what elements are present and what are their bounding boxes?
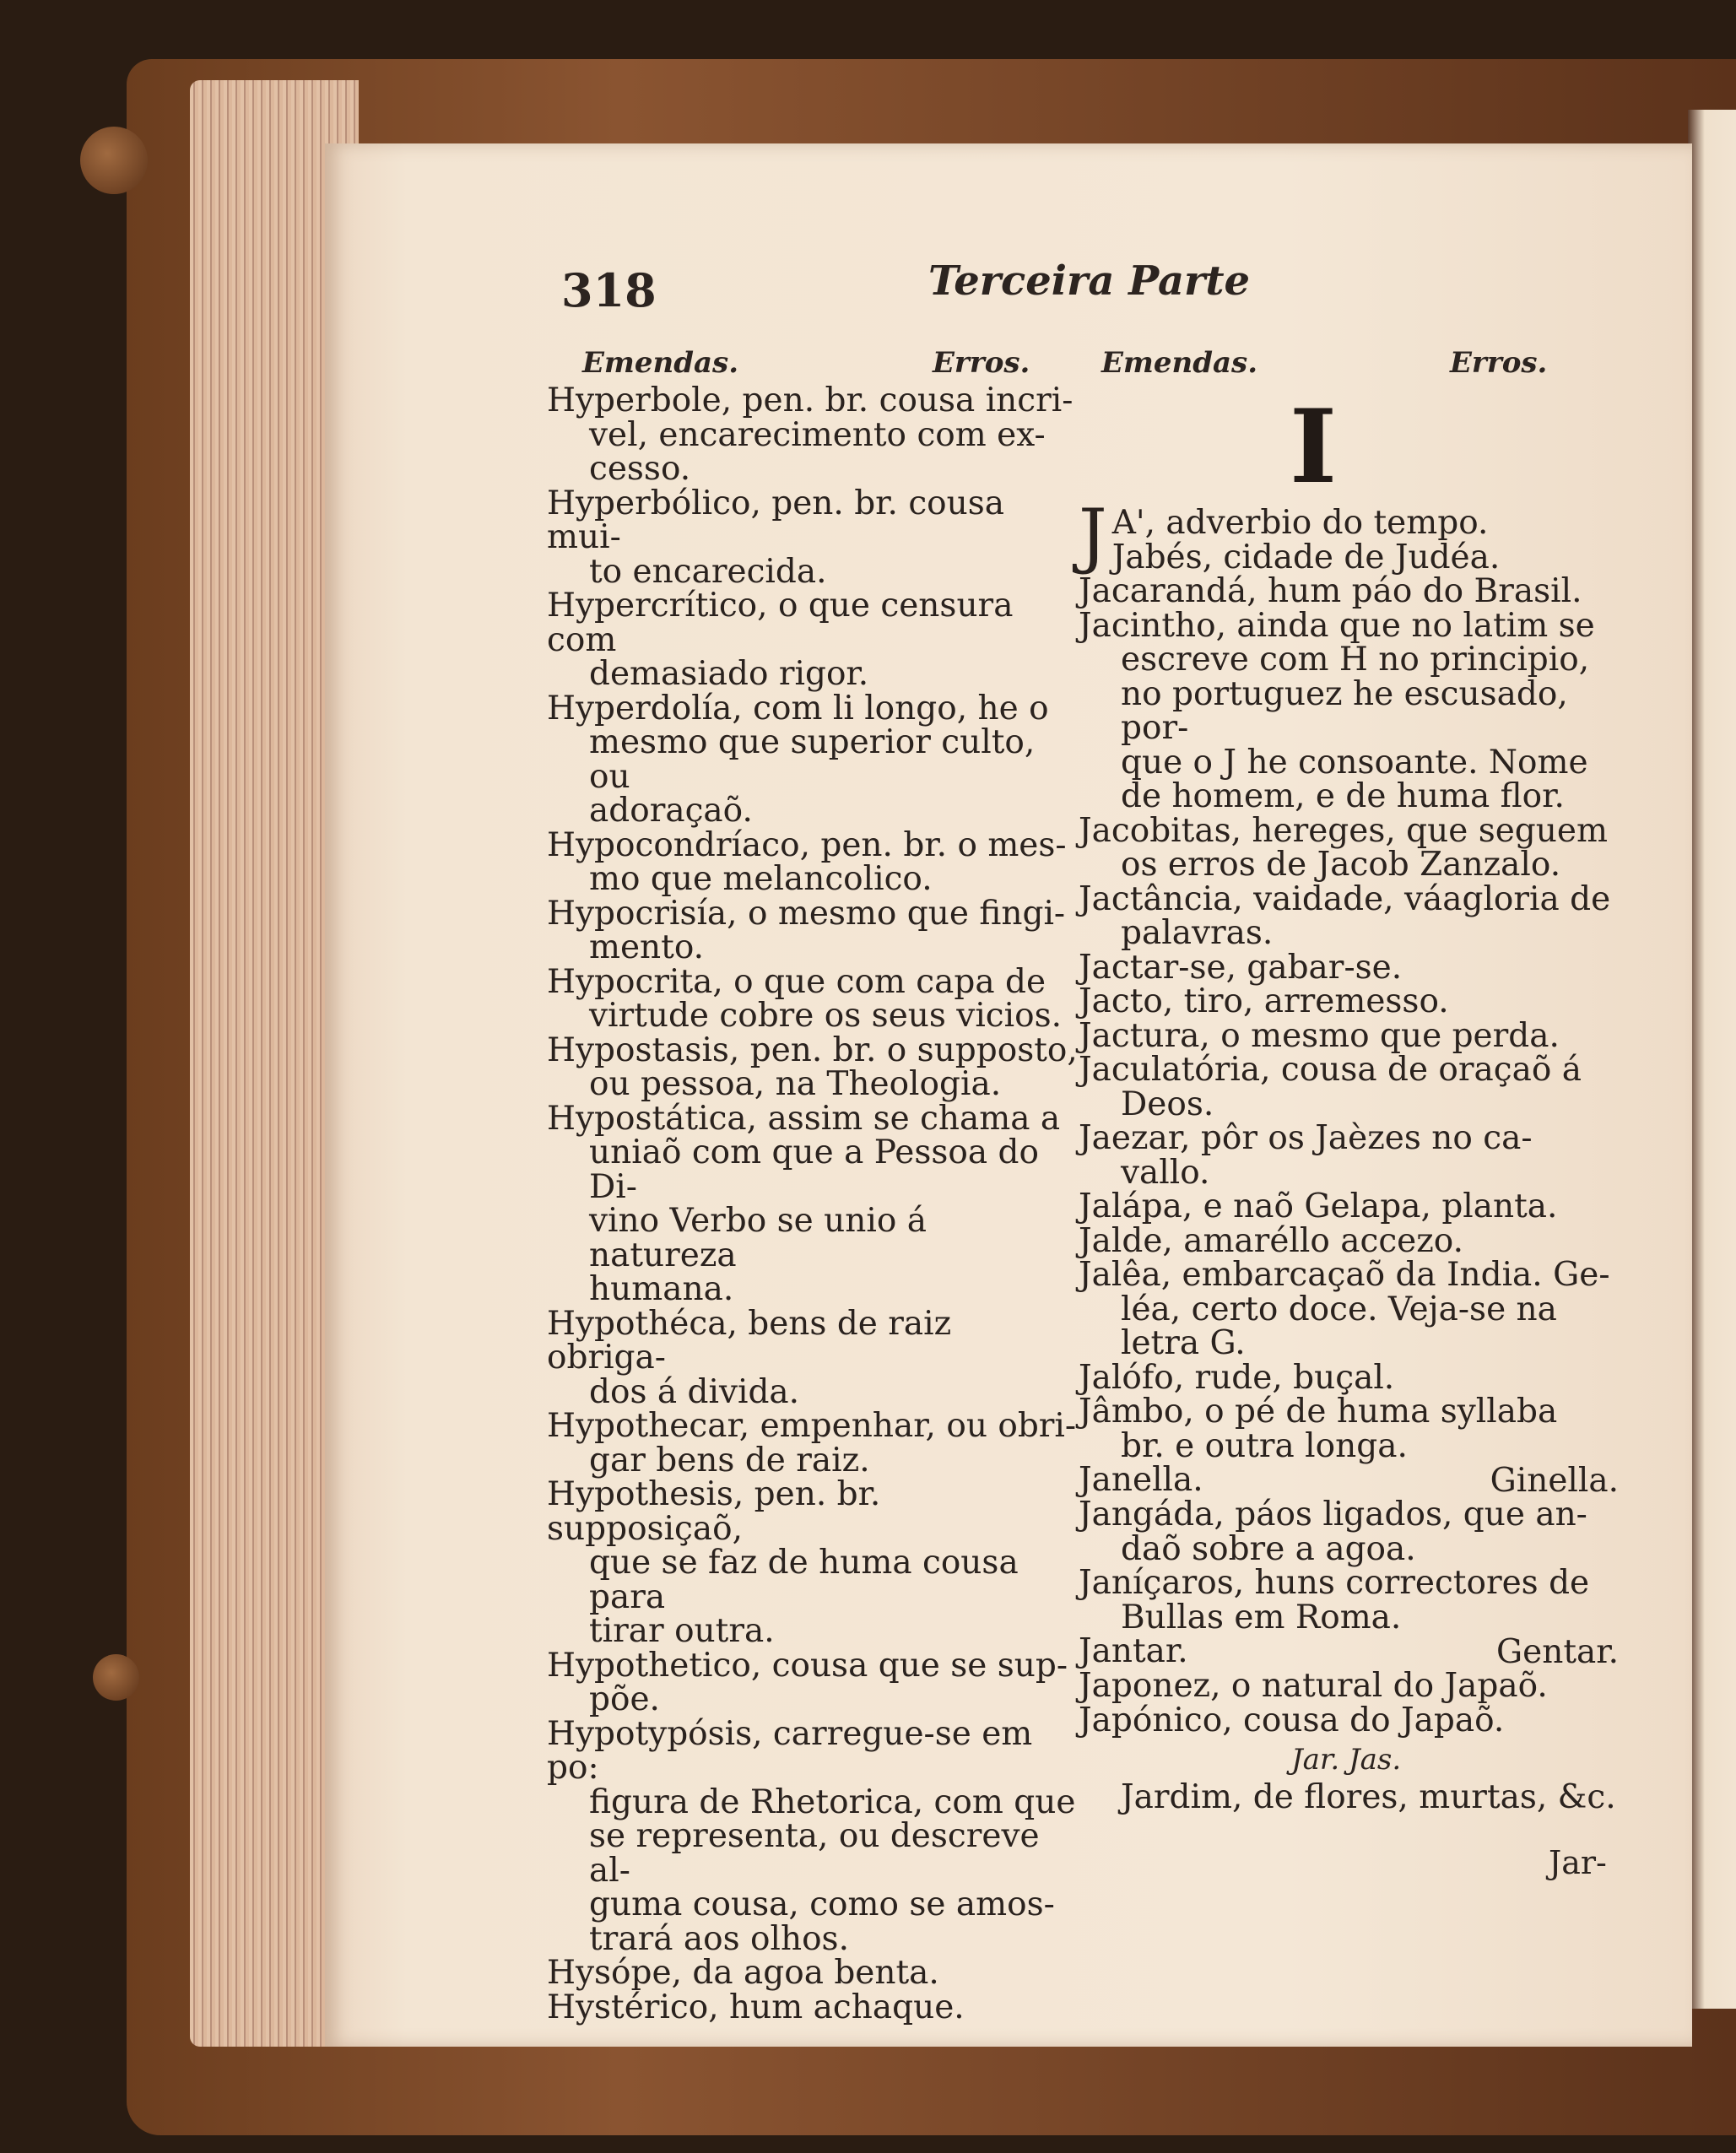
- dictionary-entry: [1079, 1463, 1619, 1498]
- dictionary-entry: [547, 1099, 1079, 1308]
- entry-headline: Jactar-se, gabar-se.: [1079, 948, 1403, 987]
- entry-headline: Jacarandá, hum páo do Brasil.: [1079, 572, 1582, 610]
- entry-headline: Hypocrita, o que com capa de: [547, 962, 1046, 1001]
- entry-headline: Jactância, vaidade, váagloria de: [1079, 879, 1611, 918]
- page-number: 318: [561, 263, 657, 317]
- last-entry: Jardim, de flores, murtas, &c.: [1121, 1778, 1616, 1816]
- entry-continuation: de homem, e de huma flor.: [1121, 777, 1565, 815]
- entry-headline: Jâmbo, o pé de huma syllaba: [1079, 1393, 1558, 1431]
- facing-page-edge: [1688, 110, 1736, 2009]
- dictionary-entry: [1079, 982, 1619, 1020]
- entry-continuation: Deos.: [1121, 1085, 1214, 1123]
- entry-continuation: escreve com H no principio,: [1121, 641, 1590, 679]
- entry-continuation: ou pessoa, na Theologia.: [589, 1065, 1002, 1103]
- cover-clasp: [80, 127, 148, 194]
- left-column-header-erros: Erros.: [933, 346, 1030, 380]
- dictionary-entry: [1079, 1632, 1619, 1671]
- dictionary-entry: [1079, 948, 1619, 987]
- dictionary-entry: [1079, 1258, 1619, 1361]
- entry-continuation: põe.: [589, 1680, 660, 1718]
- dictionary-entry: [547, 484, 1079, 591]
- dictionary-entry: [1079, 811, 1619, 884]
- dictionary-entry: [547, 894, 1079, 966]
- entry-headline: Hypothecar, empenhar, ou obri-: [547, 1407, 1077, 1445]
- entry-headline: Jabés, cidade de Judéa.: [1111, 538, 1501, 576]
- entry-continuation: se representa, ou descreve al-: [589, 1817, 1040, 1890]
- entry-continuation: demasiado rigor.: [589, 655, 869, 693]
- entry-continuation: que se faz de huma cousa para: [589, 1544, 1019, 1616]
- entry-continuation: vel, encarecimento com ex-: [589, 415, 1046, 454]
- entry-headline: Jaezar, pôr os Jaèzes no ca-: [1079, 1119, 1533, 1157]
- dictionary-entry: [547, 1646, 1079, 1718]
- entry-headline: Hypocondríaco, pen. br. o mes-: [547, 825, 1067, 864]
- entry-continuation: humana.: [589, 1270, 734, 1308]
- dictionary-entry: [547, 689, 1079, 830]
- dictionary-entry: [547, 381, 1079, 488]
- dictionary-entry: [1079, 879, 1619, 952]
- dictionary-entry: [547, 1956, 1079, 1991]
- entry-continuation: vino Verbo se unio á natureza: [589, 1202, 927, 1274]
- dictionary-entry: [547, 962, 1079, 1035]
- right-column-header-emendas: Emendas.: [1101, 346, 1258, 380]
- entry-headline: Hypothéca, bens de raiz obriga-: [547, 1304, 952, 1377]
- entry-headline: Jaculatória, cousa de oraçaõ á: [1079, 1051, 1582, 1089]
- entry-headline: Hypothetico, cousa que se sup-: [547, 1646, 1068, 1685]
- dictionary-entry: [547, 1988, 1079, 2026]
- entry-continuation: uniaõ com que a Pessoa do Di-: [589, 1133, 1039, 1206]
- dictionary-entry: [1079, 538, 1619, 576]
- dictionary-entry: [1079, 1669, 1619, 1704]
- dictionary-entry: [547, 1304, 1079, 1411]
- dictionary-entry: [1079, 572, 1619, 610]
- entry-continuation: mento.: [589, 928, 705, 966]
- running-head: Terceira Parte: [928, 257, 1251, 305]
- entry-continuation: mo que melancolico.: [589, 860, 933, 898]
- dictionary-entry: [1079, 606, 1619, 815]
- entry-continuation: Bullas em Roma.: [1121, 1598, 1402, 1636]
- dictionary-entry: [547, 1031, 1079, 1103]
- dictionary-entry: [1079, 1053, 1619, 1122]
- left-column: [547, 381, 1079, 2026]
- dictionary-entry: [1079, 1187, 1619, 1225]
- entry-headline: Jacto, tiro, arremesso.: [1079, 982, 1449, 1020]
- dictionary-entry: [1079, 1701, 1619, 1739]
- entry-headline: Janella.: [1079, 1461, 1203, 1499]
- entry-headline: Jactura, o mesmo que perda.: [1079, 1016, 1560, 1055]
- dictionary-entry: [1079, 1221, 1619, 1260]
- entry-headline: Jangáda, páos ligados, que an-: [1079, 1496, 1587, 1534]
- catchword: Jar-: [1549, 1844, 1607, 1881]
- entry-continuation: adoraçaõ.: [589, 792, 753, 830]
- dictionary-entry: [1079, 1016, 1619, 1055]
- entry-headline: Hypostasis, pen. br. o supposto,: [547, 1031, 1078, 1069]
- section-letter: I: [1290, 387, 1338, 506]
- entry-headline: Jalêa, embarcaçaõ da India. Ge-: [1079, 1256, 1610, 1294]
- entry-headline: Hypocrisía, o mesmo que fingi-: [547, 894, 1066, 933]
- entry-headline: Janíçaros, huns correctores de: [1079, 1564, 1590, 1602]
- entry-continuation: os erros de Jacob Zanzalo.: [1121, 846, 1561, 884]
- dictionary-entry: [547, 1475, 1079, 1650]
- erro-form: Gentar.: [1495, 1632, 1619, 1671]
- entry-headline: Jalófo, rude, buçal.: [1079, 1358, 1395, 1397]
- entry-continuation: daõ sobre a agoa.: [1121, 1529, 1416, 1568]
- dictionary-entry: [547, 825, 1079, 898]
- entry-continuation: gar bens de raiz.: [589, 1441, 870, 1480]
- entry-headline: Jalápa, e naõ Gelapa, planta.: [1079, 1187, 1558, 1225]
- entry-continuation: guma cousa, como se amos-: [589, 1885, 1055, 1923]
- entry-headline: Hysópe, da agoa benta.: [547, 1954, 939, 1992]
- dictionary-entry: [547, 1409, 1079, 1478]
- dictionary-entry: [1079, 1358, 1619, 1397]
- entry-headline: Hypothesis, pen. br. supposiçaõ,: [547, 1475, 881, 1548]
- entry-headline: Hyperbólico, pen. br. cousa mui-: [547, 484, 1005, 556]
- entry-headline: Jantar.: [1079, 1632, 1188, 1670]
- entry-continuation: mesmo que superior culto, ou: [589, 723, 1036, 796]
- entry-headline: A', adverbio do tempo.: [1111, 504, 1489, 542]
- dictionary-entry: [547, 589, 1079, 692]
- dictionary-entry: [1079, 1498, 1619, 1566]
- entry-continuation: trará aos olhos.: [589, 1919, 849, 1958]
- entry-continuation: dos á divida.: [589, 1372, 800, 1411]
- dictionary-entry: [1079, 1566, 1619, 1635]
- entry-headline: Hyperbole, pen. br. cousa incri-: [547, 381, 1074, 419]
- right-column-header-erros: Erros.: [1450, 346, 1548, 380]
- entry-headline: Hypercrítico, o que censura com: [547, 587, 1014, 659]
- entry-continuation: vallo.: [1121, 1153, 1210, 1192]
- entry-headline: Hystérico, hum achaque.: [547, 1988, 965, 2026]
- entry-continuation: figura de Rhetorica, com que: [589, 1782, 1076, 1821]
- dictionary-entry: [547, 1714, 1079, 1958]
- entry-headline: Jacintho, ainda que no latim se: [1079, 606, 1595, 645]
- left-column-header-emendas: Emendas.: [582, 346, 739, 380]
- entry-continuation: tirar outra.: [589, 1612, 775, 1650]
- entry-headline: Hypotypósis, carregue-se em po:: [547, 1714, 1033, 1787]
- entry-continuation: br. e outra longa.: [1121, 1426, 1408, 1465]
- dictionary-entry: [1079, 1395, 1619, 1463]
- cover-clasp-lower: [93, 1654, 139, 1701]
- entry-headline: Japónico, cousa do Japaõ.: [1079, 1701, 1505, 1739]
- dictionary-entry: [1079, 1119, 1619, 1192]
- entry-continuation: cesso.: [589, 450, 691, 488]
- entry-headline: Jalde, amaréllo accezo.: [1079, 1221, 1463, 1260]
- entry-continuation: virtude cobre os seus vicios.: [589, 997, 1063, 1035]
- right-column: [1079, 494, 1619, 1739]
- entry-headline: Japonez, o natural do Japaõ.: [1079, 1667, 1548, 1705]
- subheading: Jar. Jas.: [1291, 1743, 1402, 1777]
- entry-continuation: letra G.: [1121, 1324, 1246, 1362]
- entry-continuation: léa, certo doce. Veja-se na: [1121, 1290, 1557, 1328]
- entry-headline: Hypostática, assim se chama a: [547, 1099, 1061, 1138]
- entry-headline: Jacobitas, hereges, que seguem: [1079, 811, 1608, 850]
- erro-form: Ginella.: [1490, 1461, 1619, 1500]
- drop-initial: J: [1079, 494, 1107, 576]
- entry-continuation: no portuguez he escusado, por-: [1121, 674, 1568, 747]
- entry-continuation: que o J he consoante. Nome: [1121, 743, 1588, 782]
- entry-headline: Hyperdolía, com li longo, he o: [547, 689, 1049, 728]
- entry-continuation: to encarecida.: [589, 552, 827, 591]
- entry-continuation: palavras.: [1121, 914, 1274, 952]
